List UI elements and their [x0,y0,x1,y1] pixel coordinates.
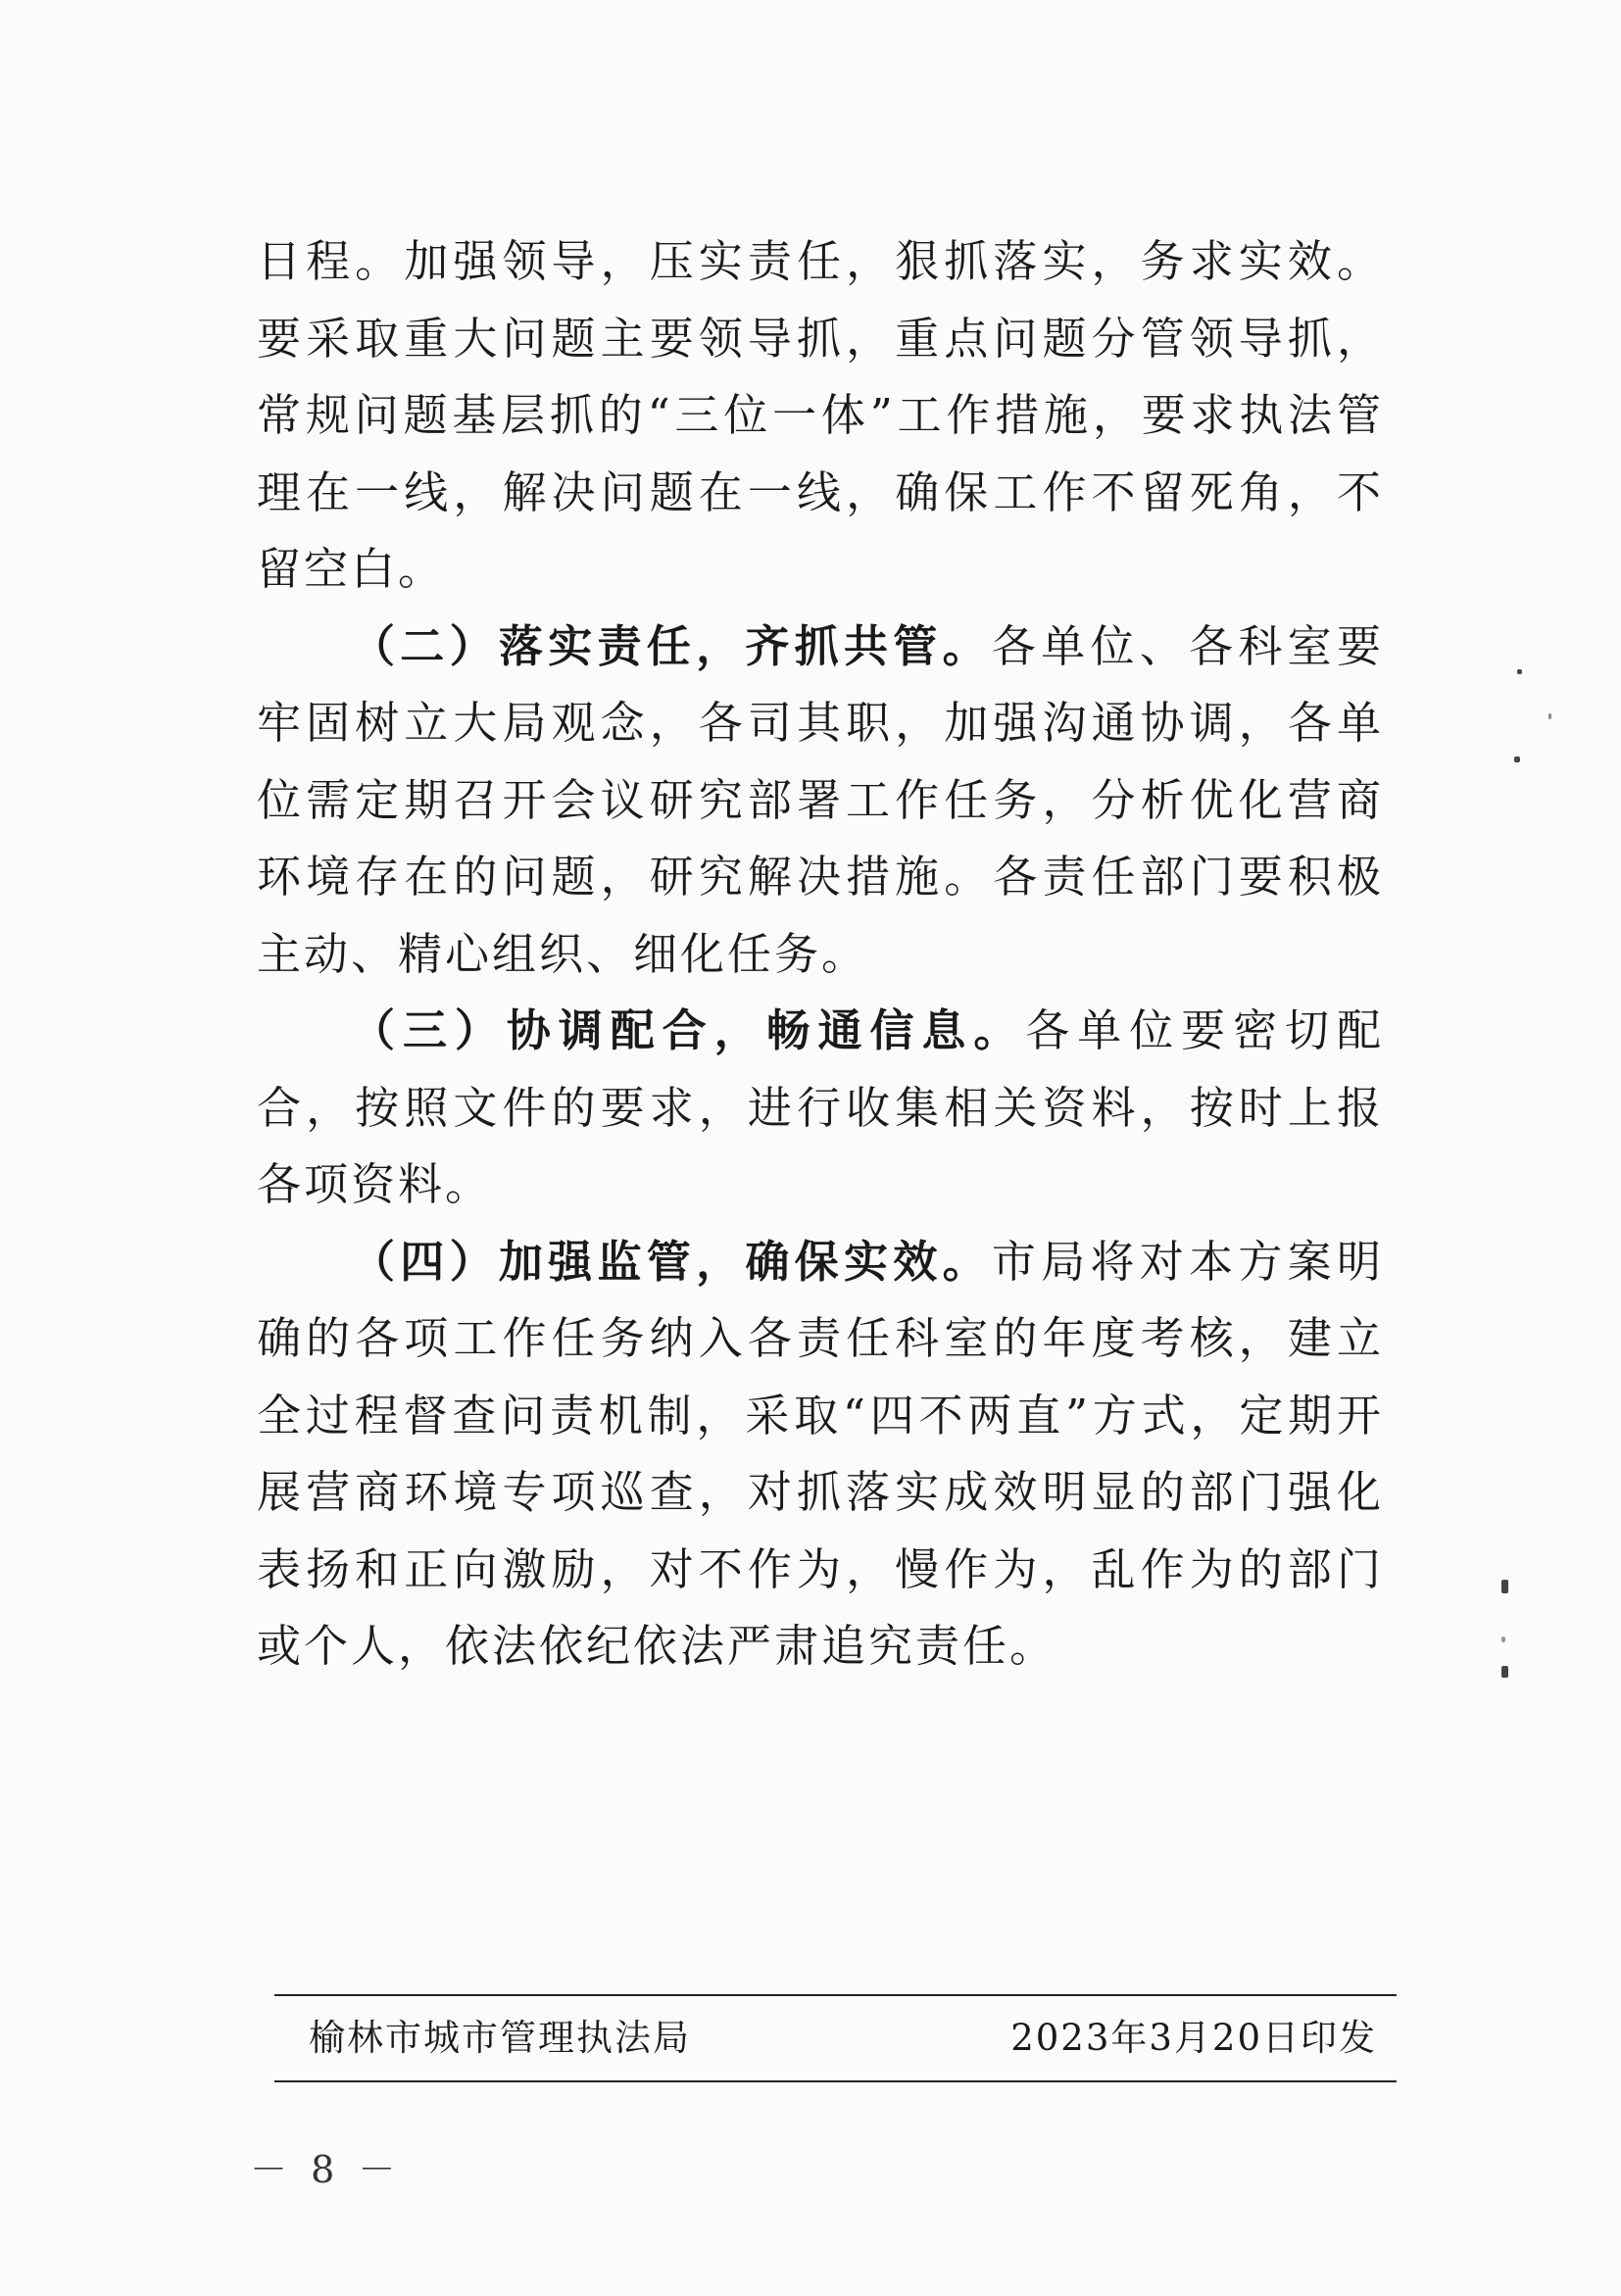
paragraph-heading: （四）加强监管，确保实效。 [351,1235,992,1288]
paragraph-text: 市局将对本方案明确的各项工作任务纳入各责任科室的年度考核，建立全过程督查问责机制，采取“四不两直”方式，定期开展营商环境专项巡查，对抓落实成效明显的部门强化表扬和正向激励，对不作为，慢作为，乱作为的部门或个人，依法依纪依法严肃追究责任。 [257,1235,1384,1672]
paragraph-responsibility [257,609,1384,994]
scan-mark [1548,713,1551,719]
footer-top-rule [274,1994,1397,1996]
issuance-footer [309,2011,1377,2066]
paragraph-text: 各单位、各科室要牢固树立大局观念，各司其职，加强沟通协调，各单位需定期召开会议研究部署工作任务，分析优化营商环境存在的问题，研究解决措施。各责任部门要积极主动、精心组织、细化任务。 [257,619,1384,980]
scan-mark [1517,669,1522,674]
paragraph-text: 日程。加强领导，压实责任，狠抓落实，务求实效。要采取重大问题主要领导抓，重点问题分管领导抓，常规问题基层抓的“三位一体”工作措施，要求执法管理在一线，解决问题在一线，确保工作不留死角，不留空白。 [257,235,1384,595]
issue-date: 2023年3月20日印发 [1010,2017,1377,2059]
paragraph-continuation [257,223,1384,609]
page-number: － 8 － [250,2148,402,2191]
paragraph-heading: （二）落实责任，齐抓共管。 [351,619,992,672]
paragraph-text: 各单位要密切配合，按照文件的要求，进行收集相关资料，按时上报各项资料。 [257,1004,1384,1210]
scan-mark [1501,1580,1508,1593]
body-text [257,223,1384,1685]
scan-mark [1501,1637,1505,1642]
scan-mark [1501,1666,1508,1678]
scan-mark [1514,757,1520,762]
footer-bottom-rule [274,2080,1397,2082]
paragraph-coordination [257,993,1384,1224]
issuer-name: 榆林市城市管理执法局 [309,2017,691,2059]
paragraph-supervision [257,1224,1384,1685]
paragraph-heading: （三）协调配合，畅通信息。 [351,1004,1026,1056]
